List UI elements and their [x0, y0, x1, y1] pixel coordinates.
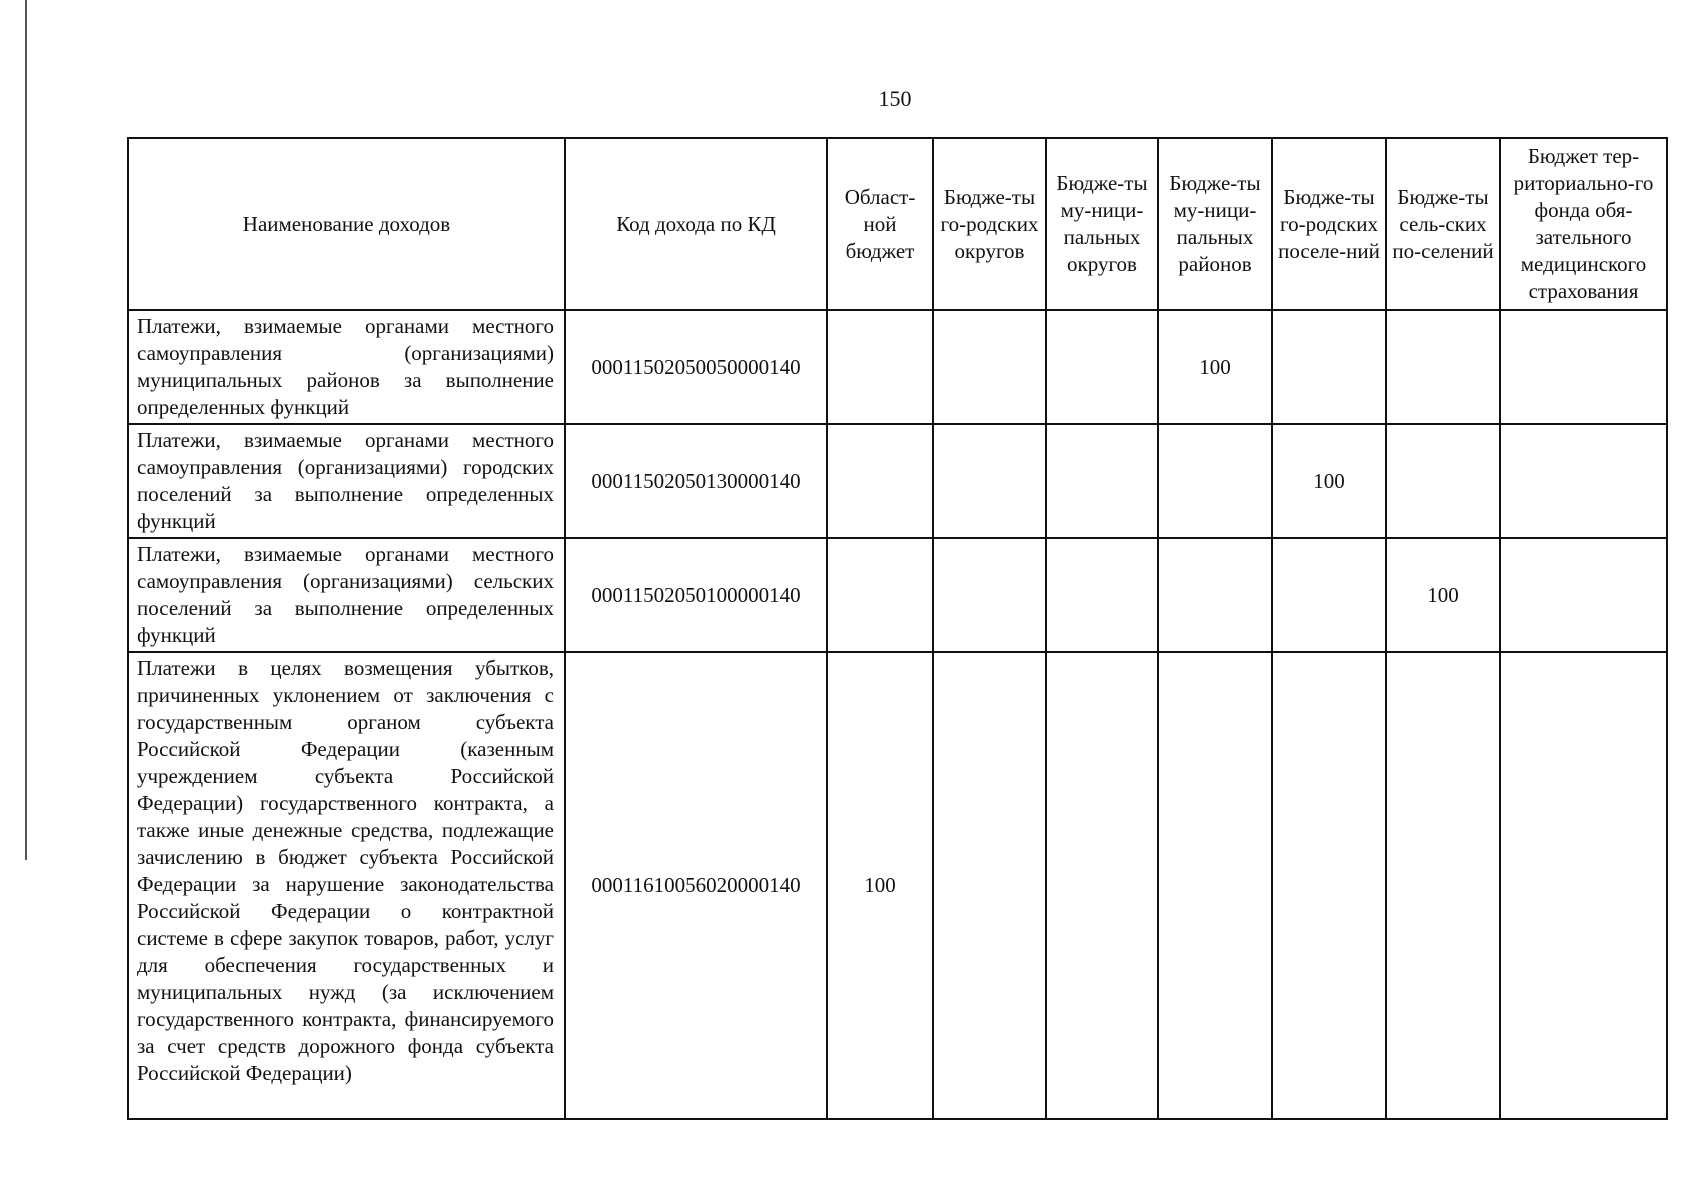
revenue-name-cell: Платежи, взимаемые органами местного самоуправления (организациями) городских поселений за выполнение определенных функций [128, 424, 565, 538]
rural-settlements-cell [1386, 310, 1500, 424]
urban-districts-cell [933, 652, 1046, 1119]
regional-budget-cell [827, 424, 933, 538]
header-revenue-name: Наименование доходов [128, 138, 565, 310]
revenue-code-cell: 00011610056020000140 [565, 652, 827, 1119]
revenue-name-cell: Платежи в целях возмещения убытков, причиненных уклонением от заключения с государственным органом субъекта Российской Федерации (казенным учреждением субъекта Российской Федерации) государственного контракта, а также иные денежные средства, подлежащие зачислению в бюджет субъекта Российской Федерации за нарушение законодательства Российской Федерации о контрактной системе в сфере закупок товаров, работ, услуг для обеспечения государственных и муниципальных нужд (за исключением государственного контракта, финансируемого за счет средств дорожного фонда субъекта Российской Федерации) [128, 652, 565, 1119]
page-number: 150 [878, 86, 912, 111]
urban-districts-cell [933, 310, 1046, 424]
urban-settlements-cell [1272, 538, 1386, 652]
urban-settlements-cell: 100 [1272, 424, 1386, 538]
health-insurance-fund-cell [1500, 310, 1667, 424]
health-insurance-fund-cell [1500, 652, 1667, 1119]
page-binding-line [25, 0, 27, 860]
municipal-okrugs-cell [1046, 424, 1158, 538]
revenue-name-cell: Платежи, взимаемые органами местного самоуправления (организациями) муниципальных районов за выполнение определенных функций [128, 310, 565, 424]
header-regional-budget: Област-ной бюджет [827, 138, 933, 310]
rural-settlements-cell [1386, 424, 1500, 538]
regional-budget-cell [827, 538, 933, 652]
header-urban-districts-budgets: Бюдже-ты го-родских округов [933, 138, 1046, 310]
municipal-districts-cell [1158, 424, 1272, 538]
municipal-districts-cell [1158, 652, 1272, 1119]
table-row [128, 424, 1667, 538]
urban-settlements-cell [1272, 310, 1386, 424]
regional-budget-cell: 100 [827, 652, 933, 1119]
rural-settlements-cell: 100 [1386, 538, 1500, 652]
header-health-insurance-fund-budget: Бюджет тер-риториально-го фонда обя-зательного медицинского страхования [1500, 138, 1667, 310]
health-insurance-fund-cell [1500, 424, 1667, 538]
municipal-districts-cell [1158, 538, 1272, 652]
table-row [128, 538, 1667, 652]
health-insurance-fund-cell [1500, 538, 1667, 652]
municipal-okrugs-cell [1046, 538, 1158, 652]
urban-settlements-cell [1272, 652, 1386, 1119]
urban-districts-cell [933, 424, 1046, 538]
header-revenue-code: Код дохода по КД [565, 138, 827, 310]
table-row [128, 652, 1667, 1119]
municipal-okrugs-cell [1046, 652, 1158, 1119]
table-header-row [128, 138, 1667, 310]
municipal-districts-cell: 100 [1158, 310, 1272, 424]
revenue-distribution-table [127, 137, 1668, 1120]
revenue-code-cell: 00011502050100000140 [565, 538, 827, 652]
header-rural-settlements-budgets: Бюдже-ты сель-ских по-селений [1386, 138, 1500, 310]
revenue-code-cell: 00011502050130000140 [565, 424, 827, 538]
revenue-name-cell: Платежи, взимаемые органами местного самоуправления (организациями) сельских поселений за выполнение определенных функций [128, 538, 565, 652]
municipal-okrugs-cell [1046, 310, 1158, 424]
regional-budget-cell [827, 310, 933, 424]
revenue-code-cell: 00011502050050000140 [565, 310, 827, 424]
urban-districts-cell [933, 538, 1046, 652]
header-municipal-districts-budgets: Бюдже-ты му-ници-пальных районов [1158, 138, 1272, 310]
rural-settlements-cell [1386, 652, 1500, 1119]
table-row [128, 310, 1667, 424]
header-municipal-okrugs-budgets: Бюдже-ты му-ници-пальных округов [1046, 138, 1158, 310]
header-urban-settlements-budgets: Бюдже-ты го-родских поселе-ний [1272, 138, 1386, 310]
